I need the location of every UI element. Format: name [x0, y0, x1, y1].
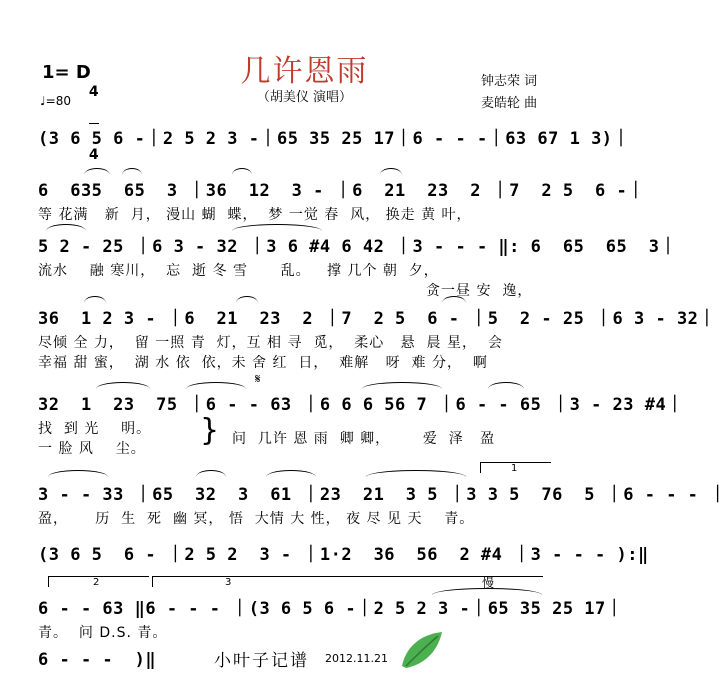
lyric-line-4b: 幸福 甜 蜜， 湖 水 依 依，未 舍 红 日， 难解 呀 难 分， 啊 — [38, 355, 488, 371]
slur — [232, 224, 322, 231]
song-title: 几许恩雨 — [240, 54, 369, 89]
lyric-line-3b: 贪一昼 安 逸， — [426, 283, 533, 299]
lyric-line-2: 等 花满 新 月， 漫山 蝴 蝶， 梦 一觉 春 风， 换走 黄 叶， — [38, 207, 472, 223]
slur — [488, 382, 524, 389]
lyric-line-8: 青。 问 D.S. 青。 — [38, 625, 168, 641]
segno-sign: 𝄋 — [255, 372, 261, 387]
score-line-2: 6 635 65 3 ｜36 12 3 - ｜6 21 23 2 ｜7 2 5 6 -｜ — [38, 181, 645, 201]
score-line-3: 5 2 - 25 ｜6 3 - 32 ｜3 6 #4 6 42 ｜3 - - - ‖: 6 65 65 3｜ — [38, 237, 677, 257]
meter-bottom: 4 — [88, 147, 99, 163]
singer-credit: （胡美仪 演唱） — [256, 90, 353, 105]
leaf-icon — [398, 628, 446, 672]
meter-top: 4 — [88, 84, 99, 100]
tempo-slow-marking: 慢 — [482, 576, 495, 590]
slur — [236, 296, 258, 303]
volta-number-2: 2 — [93, 577, 100, 588]
tempo-marking: ♩=80 — [40, 94, 71, 108]
slur — [96, 382, 150, 389]
slur — [232, 168, 252, 175]
score-line-1: (3 6 5 6 -｜2 5 2 3 -｜65 35 25 17｜6 - - -｜63 67 1 3)｜ — [38, 129, 631, 149]
score-line-9: 6 - - - )‖ — [38, 650, 157, 670]
slur — [46, 224, 86, 231]
volta-bracket-1 — [480, 462, 551, 473]
slur — [84, 296, 106, 303]
slur — [122, 168, 142, 175]
brand-date: 2012.11.21 — [325, 652, 388, 665]
volta-number-3: 3 — [225, 577, 232, 588]
score-line-5: 32 1 23 75 ｜6 - - 63 ｜6 6 6 56 7 ｜6 - - 65 ｜3 - 23 #4｜ — [38, 395, 684, 415]
lyric-line-4a: 尽倾 全 力， 留 一照 青 灯，互 相 寻 觅， 柔心 悬 晨 星， 会 — [38, 335, 503, 351]
slur — [196, 470, 226, 477]
slur — [366, 470, 466, 477]
lyric-line-6: 盈， 历 生 死 幽 冥， 悟 大情 大 性， 夜 尽 见 天 青。 — [38, 511, 475, 527]
composer-credit: 麦皓轮 曲 — [481, 96, 538, 111]
slur — [380, 168, 402, 175]
brand-signature: 小叶子记谱 — [214, 651, 309, 671]
slur — [362, 382, 442, 389]
slur — [442, 296, 466, 303]
lyric-line-5c: 问 几许 恩 雨 卿 卿， 爱 泽 盈 — [232, 431, 496, 447]
slur — [48, 470, 108, 477]
score-line-6: 3 - - 33 ｜65 32 3 61 ｜23 21 3 5 ｜3 3 5 76 5 ｜6 - - - ｜ — [38, 485, 727, 505]
score-line-8: 6 - - 63 ‖6 - - - ｜(3 6 5 6 -｜2 5 2 3 -｜65 35 25 17｜ — [38, 599, 624, 619]
slur — [186, 382, 246, 389]
volta-bracket-2 — [48, 576, 149, 587]
lyricist-credit: 钟志荣 词 — [481, 74, 538, 89]
lyric-line-3a: 流水 融 寒川， 忘 逝 冬 雪 乱。 撑 几个 朝 夕， — [38, 263, 439, 279]
volta-number-1: 1 — [511, 463, 518, 474]
score-line-4: 36 1 2 3 - ｜6 21 23 2 ｜7 2 5 6 - ｜5 2 - 25 ｜6 3 - 32｜ — [38, 309, 716, 329]
brace-symbol: } — [200, 413, 220, 448]
score-line-7: (3 6 5 6 - ｜2 5 2 3 - ｜1·2 36 56 2 #4 ｜3 - - - ):‖ — [38, 545, 649, 565]
lyric-line-5b: 一 脸 风 尘。 — [38, 441, 146, 457]
key-signature: 1= D — [42, 62, 91, 83]
slur — [84, 168, 110, 175]
slur — [266, 470, 316, 477]
lyric-line-5a: 找 到 光 明。 — [38, 421, 152, 437]
